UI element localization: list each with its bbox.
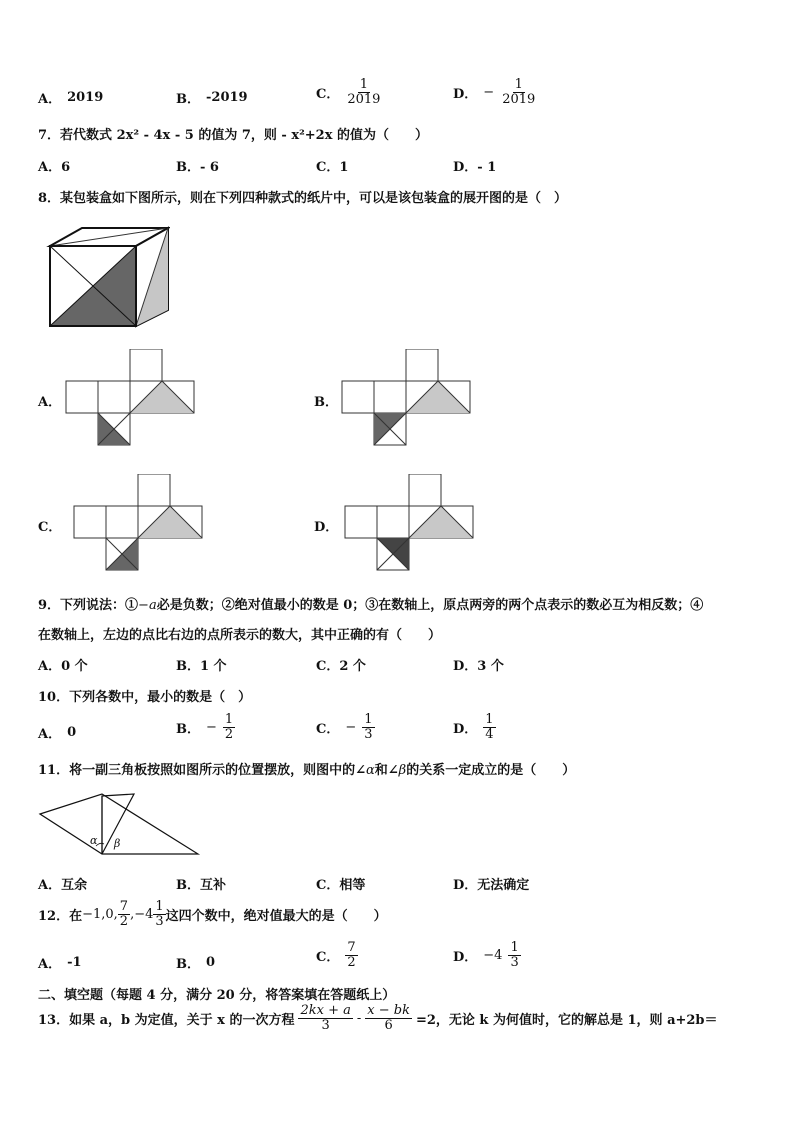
q10-option-a: A． 0 (38, 725, 77, 742)
q7-option-d: D．- 1 (453, 160, 497, 175)
q7-option-b: B．- 6 (176, 160, 219, 175)
q8-option-a-label: A． (38, 395, 62, 410)
q11-option-b: B．互补 (176, 878, 226, 893)
q10-option-c: C． − $\frac{1}{3}$ (316, 712, 373, 743)
q9-option-c: C．2 个 (316, 659, 366, 674)
section-title: 二、填空题（每题 4 分，满分 20 分，将答案填在答题纸上） (38, 988, 396, 1003)
q12-option-d: D． −4 $\frac{1}{3}$ (453, 940, 519, 971)
q10-option-d: D． $\frac{1}{4}$ (453, 712, 494, 743)
q7-option-c: C．1 (316, 160, 349, 175)
q7-stem: 7．若代数式 2x² - 4x - 5 的值为 7，则 - x²+2x 的值为（ ） (38, 128, 429, 143)
q11-option-c: C．相等 (316, 878, 366, 893)
q12-option-c: C． $\frac{7}{2}$ (316, 940, 356, 971)
triangle-boards-figure (38, 792, 204, 858)
q9-stem-line1: 9．下列说法：①−a必是负数；②绝对值最小的数是 0；③在数轴上，原点两旁的两个点表示的数必互为相反数；④ (38, 598, 704, 613)
q7-option-a: A．6 (38, 160, 71, 175)
q8-option-d-label: D． (314, 520, 339, 535)
q8-option-b-label: B． (314, 395, 338, 410)
q8-net-b (340, 349, 472, 447)
q8-net-c (72, 474, 204, 572)
q6-option-c: C． $\frac{1}{2019}$ (316, 77, 381, 108)
q10-stem: 10．下列各数中，最小的数是（ ） (38, 690, 252, 705)
q10-option-b: B． − $\frac{1}{2}$ (176, 712, 234, 743)
q9-option-b: B．1 个 (176, 659, 227, 674)
q6-option-b: B． -2019 (176, 90, 248, 107)
alpha-label: α (90, 834, 98, 847)
beta-label: β (114, 837, 121, 850)
q12-option-a: A． -1 (38, 955, 82, 972)
q8-stem: 8．某包装盒如下图所示，则在下列四种款式的纸片中，可以是该包装盒的展开图的是（ ） (38, 191, 568, 206)
q12-option-b: B． 0 (176, 955, 216, 972)
q8-net-a (64, 349, 196, 447)
q12-stem: 12．在 −1,0, $\frac{7}{2}$ ,−4 $\frac{1}{3}$ 这四个数中，绝对值最大的是（ ） (38, 899, 387, 930)
q8-net-d (343, 474, 475, 572)
q11-option-a: A．互余 (38, 878, 88, 893)
q11-option-d: D．无法确定 (453, 878, 530, 893)
q6-option-a: A． 2019 (38, 90, 104, 107)
q9-option-d: D．3 个 (453, 659, 504, 674)
package-box-figure (46, 224, 170, 330)
q9-stem-line2: 在数轴上，左边的点比右边的点所表示的数大，其中正确的有（ ） (38, 628, 442, 643)
q13-stem: 13．如果 a，b 为定值，关于 x 的一次方程 $\frac{2kx + a}{3}$ - $\frac{x - bk}{6}$ =2，无论 k 为何值时，它的解总是 1，则 a+2b＝ (38, 1003, 718, 1034)
q8-option-c-label: C． (38, 520, 62, 535)
q6-option-d: D． − $\frac{1}{2019}$ (453, 77, 536, 108)
q9-option-a: A．0 个 (38, 659, 88, 674)
q11-stem: 11．将一副三角板按照如图所示的位置摆放，则图中的∠α和∠β的关系一定成立的是（ ） (38, 763, 576, 778)
